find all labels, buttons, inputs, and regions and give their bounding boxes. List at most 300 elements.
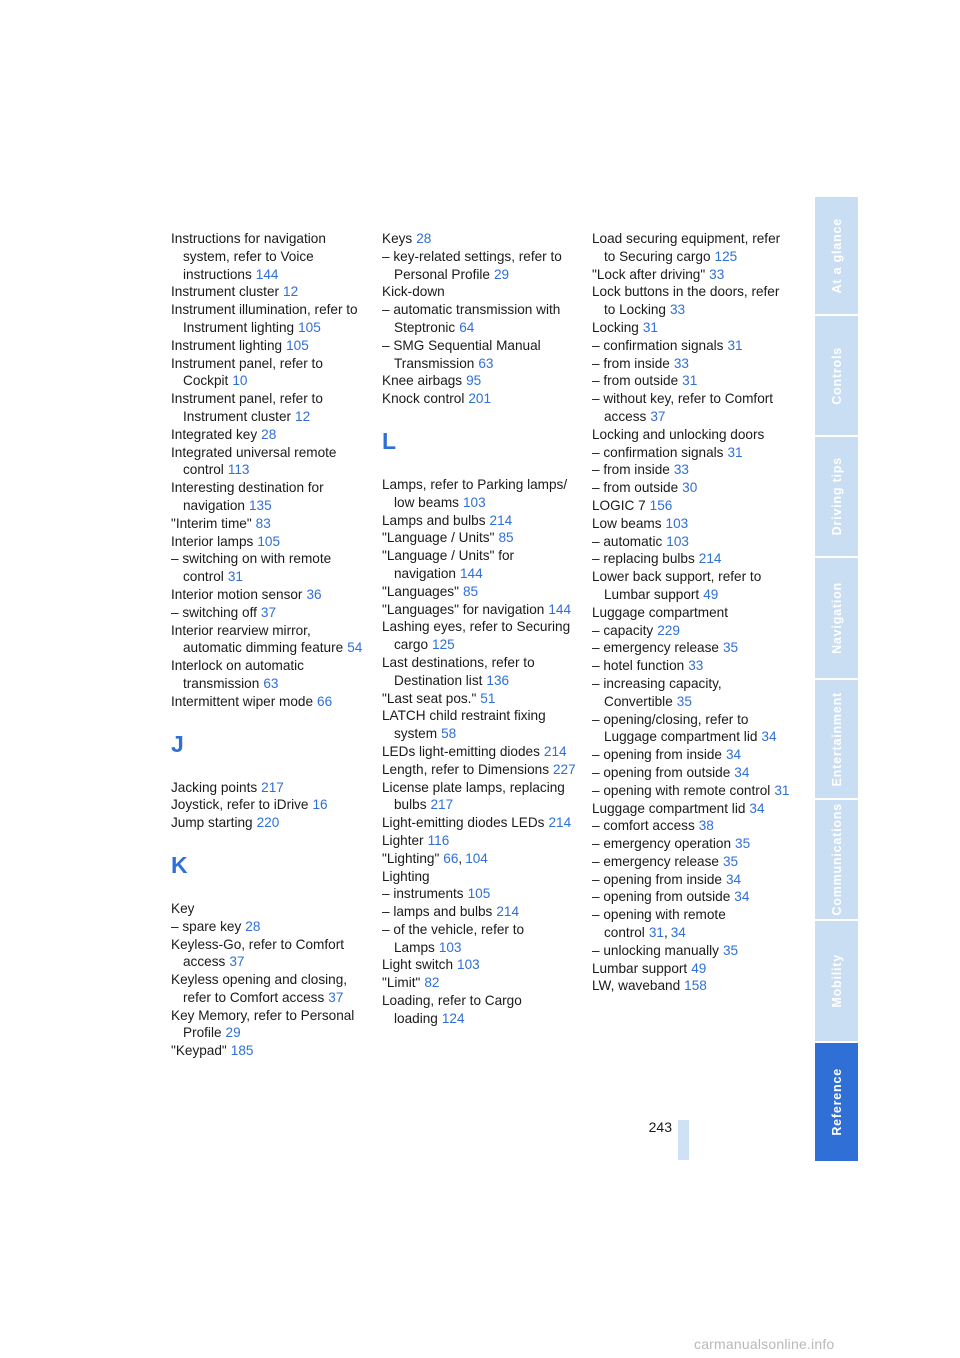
index-entry xyxy=(382,512,582,530)
index-entry-text: Lighting xyxy=(382,868,430,884)
index-entry xyxy=(592,817,792,835)
index-entry-text: Interior rearview mirror, automatic dimming feature xyxy=(171,622,344,656)
index-entry xyxy=(171,479,371,515)
page-reference-link[interactable]: 136 xyxy=(486,672,510,688)
page-reference-link[interactable]: 33 xyxy=(673,462,689,478)
index-entry-text: Lamps and bulbs xyxy=(382,512,486,528)
page-reference-link[interactable]: 105 xyxy=(298,319,321,335)
page-reference-link[interactable]: 229 xyxy=(657,622,680,638)
index-entry xyxy=(592,960,792,978)
index-entry xyxy=(382,992,582,1028)
index-entry-text: – opening with remote control xyxy=(592,907,726,941)
index-entry-text: – emergency operation xyxy=(592,836,732,852)
index-entry-text: – replacing bulbs xyxy=(592,551,695,567)
index-entry xyxy=(382,618,582,654)
page-reference-link[interactable]: 34 xyxy=(725,747,742,763)
page-reference-link[interactable]: 85 xyxy=(498,530,514,546)
index-entry xyxy=(382,885,582,903)
index-entry-text: – from outside xyxy=(592,480,679,496)
page-reference-link[interactable]: 82 xyxy=(424,975,440,991)
page-reference-link[interactable]: 113 xyxy=(227,462,250,478)
index-entry-text: Loading, refer to Cargo loading xyxy=(382,993,522,1026)
page-reference-link[interactable]: 34 xyxy=(734,889,750,905)
index-entry xyxy=(171,1007,371,1043)
index-entry-text: Interlock on automatic transmission xyxy=(171,658,304,691)
index-entry xyxy=(592,977,792,995)
index-entry xyxy=(592,639,792,657)
page-reference-link[interactable]: 28 xyxy=(416,231,432,246)
page-reference-link[interactable]: 12 xyxy=(295,408,311,424)
index-entry-text: Lamps, refer to Parking lamps/ low beams xyxy=(382,476,568,510)
index-entry xyxy=(592,444,792,462)
page-reference-link[interactable]: 63 xyxy=(263,675,279,691)
index-entry-text: Instrument cluster xyxy=(171,284,280,300)
index-entry-text: – increasing capacity, Convertible xyxy=(592,675,722,709)
index-entry-text: – hotel function xyxy=(592,658,685,674)
index-entry-text: Lighter xyxy=(382,832,424,848)
index-letter-heading: J xyxy=(171,730,184,757)
index-entry xyxy=(171,337,371,355)
index-entry-text: Instructions for navigation system, refer to Voice instructions xyxy=(171,231,326,282)
section-tabs xyxy=(815,197,858,1161)
index-entry-text: Light-emitting diodes LEDs xyxy=(382,815,545,831)
index-column-1 xyxy=(171,230,371,1060)
index-entry-text: Interior lamps xyxy=(171,533,254,549)
index-entry-text: "Language / Units" xyxy=(382,530,495,546)
index-entry xyxy=(382,956,582,974)
index-entry-text: Keyless-Go, refer to Comfort access xyxy=(171,936,344,970)
index-entry xyxy=(592,675,792,711)
page-reference-link[interactable]: 124 xyxy=(441,1010,465,1026)
index-entry xyxy=(171,283,371,301)
page-reference-link[interactable]: 49 xyxy=(691,960,707,976)
index-entry-text: Joystick, refer to iDrive xyxy=(171,797,309,813)
page-reference-link[interactable]: 214 xyxy=(496,904,520,920)
index-entry xyxy=(171,693,371,711)
index-entry xyxy=(171,355,371,391)
index-entry xyxy=(171,301,371,337)
index-entry-text: Lumbar support xyxy=(592,960,688,976)
index-entry-text: Locking and unlocking doors xyxy=(592,426,765,442)
page-reference-link[interactable]: 95 xyxy=(466,373,482,389)
tab-label: Communications xyxy=(829,803,844,916)
index-entry xyxy=(171,604,371,622)
index-entry-text: Intermittent wiper mode xyxy=(171,693,314,709)
index-entry-text: LOGIC 7 xyxy=(592,497,646,513)
page-reference-link[interactable]: 36 xyxy=(306,586,322,602)
index-entry-text: – confirmation signals xyxy=(592,337,724,353)
index-column-2 xyxy=(382,230,582,1028)
page-reference-link[interactable]: 66 xyxy=(317,693,333,709)
index-entry-text: Lower back support, refer to Lumbar support xyxy=(592,569,762,602)
page-reference-link[interactable]: 37 xyxy=(229,954,245,970)
index-entry-text: – without key, refer to Comfort access xyxy=(592,391,774,424)
index-entry xyxy=(382,283,582,301)
tab-mobility[interactable] xyxy=(815,921,858,1041)
page-reference-link[interactable]: 214 xyxy=(698,551,722,567)
page-reference-link[interactable]: 31 xyxy=(727,337,743,353)
index-entry xyxy=(592,533,792,551)
page-reference-link[interactable]: 34 xyxy=(670,925,686,941)
index-entry-text: License plate lamps, replacing bulbs xyxy=(382,779,565,813)
page-reference-link[interactable]: 217 xyxy=(261,779,284,795)
index-entry xyxy=(171,533,371,551)
index-entry xyxy=(592,319,792,337)
index-entry xyxy=(592,711,792,747)
page-reference-link[interactable]: 34 xyxy=(749,800,765,816)
watermark: carmanualsonline.info xyxy=(694,1336,835,1352)
page-reference-link[interactable]: 51 xyxy=(480,690,496,706)
page-reference-link[interactable]: 33 xyxy=(669,302,686,318)
page-reference-link[interactable]: 220 xyxy=(256,815,280,831)
index-entry xyxy=(171,390,371,426)
index-entry xyxy=(171,586,371,604)
page-reference-link[interactable]: 31 xyxy=(682,373,698,389)
index-entry xyxy=(382,529,582,547)
index-entry xyxy=(592,337,792,355)
page-reference-link[interactable]: 144 xyxy=(548,601,572,617)
index-entry-text: Last destinations, refer to Destination list xyxy=(382,654,535,688)
index-entry xyxy=(592,266,792,284)
index-entry xyxy=(171,622,371,658)
tab-label: Entertainment xyxy=(829,691,844,787)
page-reference-link[interactable]: 37 xyxy=(650,408,666,424)
index-entry-text: – emergency release xyxy=(592,640,719,656)
index-entry-text: "Interim time" xyxy=(171,515,252,531)
index-letter-heading: K xyxy=(171,851,188,878)
page-reference-separator: , xyxy=(458,850,463,866)
index-entry xyxy=(171,814,371,832)
page-reference-link[interactable]: 66 xyxy=(443,850,459,866)
index-entry xyxy=(592,568,792,604)
page-reference-link[interactable]: 31 xyxy=(774,782,790,798)
index-entry-text: – comfort access xyxy=(592,818,695,834)
index-entry-text: Knee airbags xyxy=(382,373,463,389)
page-reference-link[interactable]: 214 xyxy=(548,815,572,831)
index-entry-text: Interesting destination for navigation xyxy=(171,480,324,513)
page-reference-link[interactable]: 116 xyxy=(427,832,450,848)
page-reference-link[interactable]: 103 xyxy=(438,939,462,955)
index-entry xyxy=(382,850,582,868)
index-entry xyxy=(592,835,792,853)
tab-label: Mobility xyxy=(829,954,844,1008)
page-reference-link[interactable]: 144 xyxy=(459,565,483,581)
index-entry xyxy=(382,832,582,850)
index-entry xyxy=(382,390,582,408)
index-entry xyxy=(382,779,582,815)
index-entry-text: "Keypad" xyxy=(171,1043,227,1059)
page-number-bar xyxy=(678,1120,689,1160)
index-entry xyxy=(592,942,792,960)
index-entry xyxy=(382,476,582,512)
page-reference-link[interactable]: 105 xyxy=(286,337,309,353)
page-reference-link[interactable]: 201 xyxy=(468,391,492,407)
page-reference-link[interactable]: 35 xyxy=(722,640,739,656)
index-entry-text: "Limit" xyxy=(382,975,421,991)
index-entry-text: LW, waveband xyxy=(592,978,681,994)
index-entry-text: Key Memory, refer to Personal Profile xyxy=(171,1007,355,1041)
index-entry-text: – instruments xyxy=(382,886,464,902)
index-entry xyxy=(171,779,371,797)
index-entry xyxy=(592,515,792,533)
page-reference-link[interactable]: 144 xyxy=(255,266,279,282)
index-entry-text: "Languages" xyxy=(382,583,459,599)
index-letter-heading: L xyxy=(382,427,397,454)
index-entry-text: Luggage compartment lid xyxy=(592,800,746,816)
index-entry-text: Jump starting xyxy=(171,815,253,831)
page-reference-link[interactable]: 185 xyxy=(230,1043,254,1059)
tab-driving-tips[interactable] xyxy=(815,437,858,556)
page-reference-link[interactable]: 33 xyxy=(688,658,704,674)
index-entry-text: Keys xyxy=(382,231,413,246)
index-entry-text: "Language / Units" for navigation xyxy=(382,548,515,581)
index-entry xyxy=(382,903,582,921)
index-entry xyxy=(592,372,792,390)
index-entry-text: Instrument lighting xyxy=(171,337,283,353)
index-entry-text: Low beams xyxy=(592,515,662,531)
index-entry-text: – switching on with remote control xyxy=(171,551,332,585)
page-reference-link[interactable]: 31 xyxy=(727,444,743,460)
index-entry xyxy=(592,604,792,622)
index-entry-text: "Languages" for navigation xyxy=(382,601,545,617)
index-entry xyxy=(592,906,792,942)
index-entry xyxy=(382,707,582,743)
page-reference-link[interactable]: 34 xyxy=(725,871,742,887)
index-entry-text: Length, refer to Dimensions xyxy=(382,761,549,777)
index-entry xyxy=(382,921,582,957)
index-entry xyxy=(382,248,582,284)
index-entry xyxy=(171,796,371,814)
index-entry-text: – emergency release xyxy=(592,853,719,869)
index-entry xyxy=(592,764,792,782)
index-entry xyxy=(592,461,792,479)
page-reference-link[interactable]: 103 xyxy=(462,494,486,510)
index-entry-text: "Last seat pos." xyxy=(382,690,477,706)
page-reference-link[interactable]: 10 xyxy=(232,373,248,389)
index-entry xyxy=(592,550,792,568)
index-entry-text: Instrument panel, refer to Instrument cluster xyxy=(171,391,323,424)
page-reference-link[interactable]: 31 xyxy=(648,925,664,941)
index-entry-text: "Lighting" xyxy=(382,850,440,866)
index-entry-text: Locking xyxy=(592,319,639,335)
page-reference-link[interactable]: 29 xyxy=(225,1025,241,1041)
page-reference-link[interactable]: 35 xyxy=(722,853,739,869)
page-reference-link[interactable]: 217 xyxy=(430,797,454,813)
index-entry xyxy=(592,871,792,889)
page-reference-link[interactable]: 49 xyxy=(703,586,719,602)
page-reference-link[interactable]: 83 xyxy=(255,515,271,531)
tab-label: At a glance xyxy=(829,217,844,294)
page-reference-link[interactable]: 85 xyxy=(462,583,479,599)
page-reference-link[interactable]: 156 xyxy=(649,497,673,513)
index-entry-text: – unlocking manually xyxy=(592,942,719,958)
index-entry xyxy=(592,782,792,800)
page-reference-separator: , xyxy=(663,925,668,941)
page-reference-link[interactable]: 38 xyxy=(698,818,714,834)
page-number: 243 xyxy=(648,1119,672,1135)
page-reference-link[interactable]: 158 xyxy=(684,978,707,994)
index-entry xyxy=(382,814,582,832)
index-entry xyxy=(592,853,792,871)
index-entry-text: – SMG Sequential Manual Transmission xyxy=(382,337,541,371)
index-entry-text: – opening/closing, refer to Luggage compartment lid xyxy=(592,711,758,745)
tab-label: Reference xyxy=(829,1068,844,1136)
index-entry xyxy=(171,918,371,936)
index-entry-text: – confirmation signals xyxy=(592,444,724,460)
index-entry xyxy=(171,515,371,533)
index-entry xyxy=(382,654,582,690)
tab-navigation[interactable] xyxy=(815,558,858,678)
page-reference-link[interactable]: 103 xyxy=(666,533,689,549)
index-entry xyxy=(382,301,582,337)
page-reference-link[interactable]: 12 xyxy=(283,284,299,300)
index-entry xyxy=(592,426,792,444)
page-reference-link[interactable]: 34 xyxy=(734,764,750,780)
page-reference-link[interactable]: 35 xyxy=(722,942,739,958)
index-entry-text: Jacking points xyxy=(171,779,258,795)
index-entry xyxy=(382,547,582,583)
index-entry xyxy=(592,888,792,906)
page-reference-link[interactable]: 35 xyxy=(735,836,751,852)
tab-label: Driving tips xyxy=(829,457,844,536)
page-reference-link[interactable]: 31 xyxy=(227,569,243,585)
index-entry xyxy=(382,868,582,886)
tab-label: Navigation xyxy=(829,582,844,654)
page-reference-link[interactable]: 227 xyxy=(553,761,576,777)
index-entry xyxy=(382,743,582,761)
page-reference-link[interactable]: 135 xyxy=(248,497,272,513)
index-entry xyxy=(171,936,371,972)
page-reference-link[interactable]: 58 xyxy=(441,726,457,742)
index-entry-text: – opening from inside xyxy=(592,747,722,763)
index-entry xyxy=(171,550,371,586)
index-entry-text: Lashing eyes, refer to Securing cargo xyxy=(382,619,571,653)
index-entry xyxy=(171,900,371,918)
index-entry-text: – opening from outside xyxy=(592,764,731,780)
index-entry xyxy=(382,337,582,373)
index-entry xyxy=(382,583,582,601)
tab-communications[interactable] xyxy=(815,800,858,919)
index-entry-text: Light switch xyxy=(382,957,454,973)
index-entry-text: – spare key xyxy=(171,918,242,934)
tab-reference[interactable] xyxy=(815,1043,858,1161)
page-reference-link[interactable]: 214 xyxy=(543,743,567,759)
page-reference-link[interactable]: 105 xyxy=(257,533,281,549)
page-reference-link[interactable]: 105 xyxy=(467,886,491,902)
index-entry-text: – from outside xyxy=(592,373,679,389)
page-reference-link[interactable]: 33 xyxy=(709,266,725,282)
page-reference-link[interactable]: 54 xyxy=(347,640,363,656)
index-entry-text: LATCH child restraint fixing system xyxy=(382,708,546,742)
index-entry xyxy=(592,283,792,319)
index-entry-text: – from inside xyxy=(592,462,670,478)
page-reference-link[interactable]: 28 xyxy=(245,918,261,934)
page-reference-link[interactable]: 28 xyxy=(261,426,277,442)
index-entry-text: – automatic transmission with Steptronic xyxy=(382,302,561,335)
index-entry-text: Load securing equipment, refer to Securing cargo xyxy=(592,231,781,264)
page-reference-link[interactable]: 104 xyxy=(465,850,488,866)
page-reference-link[interactable]: 214 xyxy=(489,512,513,528)
index-entry-text: Knock control xyxy=(382,391,465,407)
index-entry xyxy=(592,800,792,818)
index-entry xyxy=(382,974,582,992)
index-entry-text: Keyless opening and closing, refer to Comfort access xyxy=(171,972,348,1005)
index-entry xyxy=(592,497,792,515)
index-entry-text: Luggage compartment xyxy=(592,604,729,620)
tab-entertainment[interactable] xyxy=(815,680,858,798)
index-entry-text: Lock buttons in the doors, refer to Locking xyxy=(592,284,780,318)
index-entry-text: Key xyxy=(171,900,195,916)
index-entry xyxy=(592,355,792,373)
index-entry-text: Integrated universal remote control xyxy=(171,444,337,478)
index-entry xyxy=(171,230,371,283)
tab-label: Controls xyxy=(829,346,844,405)
index-entry-text: Instrument illumination, refer to Instrument lighting xyxy=(171,302,358,335)
index-entry-text: – lamps and bulbs xyxy=(382,904,493,920)
page-reference-link[interactable]: 33 xyxy=(673,355,689,371)
index-entry xyxy=(382,761,582,779)
tab-controls[interactable] xyxy=(815,316,858,435)
index-entry xyxy=(382,372,582,390)
page-reference-link[interactable]: 125 xyxy=(714,248,738,264)
index-entry xyxy=(171,657,371,693)
index-entry-text: – opening with remote control xyxy=(592,782,771,798)
index-entry xyxy=(592,390,792,426)
index-entry xyxy=(171,971,371,1007)
index-entry-text: Integrated key xyxy=(171,426,258,442)
index-entry xyxy=(592,479,792,497)
page-reference-link[interactable]: 34 xyxy=(761,729,777,745)
index-entry xyxy=(592,230,792,266)
page-reference-link[interactable]: 35 xyxy=(676,693,692,709)
page-reference-link[interactable]: 16 xyxy=(312,797,328,813)
page-reference-link[interactable]: 64 xyxy=(459,319,475,335)
page-reference-link[interactable]: 30 xyxy=(682,480,698,496)
index-entry-text: "Lock after driving" xyxy=(592,266,706,282)
tab-at-a-glance[interactable] xyxy=(815,197,858,314)
page-reference-link[interactable]: 37 xyxy=(260,604,277,620)
index-entry-text: – automatic xyxy=(592,533,663,549)
index-entry-text: – opening from inside xyxy=(592,871,722,887)
page-reference-link[interactable]: 29 xyxy=(493,266,510,282)
index-entry-text: – capacity xyxy=(592,622,654,638)
index-entry xyxy=(592,657,792,675)
page-reference-link[interactable]: 125 xyxy=(432,637,455,653)
index-entry-text: LEDs light-emitting diodes xyxy=(382,743,540,759)
page-reference-link[interactable]: 103 xyxy=(665,515,689,531)
page-reference-link[interactable]: 31 xyxy=(642,319,658,335)
index-entry-text: Instrument panel, refer to Cockpit xyxy=(171,355,323,389)
index-entry xyxy=(382,601,582,619)
page-reference-link[interactable]: 37 xyxy=(328,989,344,1005)
index-entry-text: Interior motion sensor xyxy=(171,586,303,602)
index-entry xyxy=(592,746,792,764)
index-entry-text: – from inside xyxy=(592,355,670,371)
index-entry xyxy=(382,690,582,708)
page-reference-link[interactable]: 63 xyxy=(478,355,494,371)
index-entry-text: – of the vehicle, refer to Lamps xyxy=(382,921,525,955)
index-entry xyxy=(171,444,371,480)
index-entry-text: Kick-down xyxy=(382,284,445,300)
page-reference-link[interactable]: 103 xyxy=(457,957,480,973)
index-entry xyxy=(171,1042,371,1060)
index-entry xyxy=(592,622,792,640)
index-entry xyxy=(382,230,582,248)
index-entry-text: – key-related settings, refer to Personal Profile xyxy=(382,248,562,282)
index-entry-text: – opening from outside xyxy=(592,889,731,905)
index-entry xyxy=(171,426,371,444)
index-entry-text: – switching off xyxy=(171,604,257,620)
